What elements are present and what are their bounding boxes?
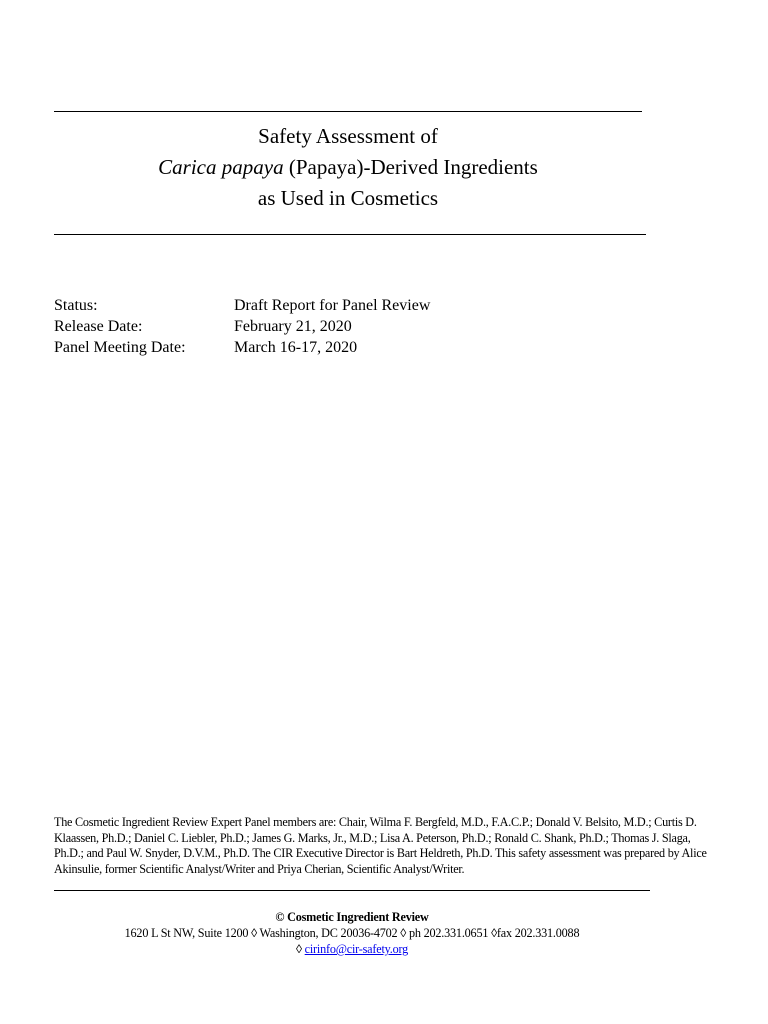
footer bbox=[54, 909, 650, 957]
title-species-name: Carica papaya bbox=[158, 155, 284, 179]
email-link[interactable]: cirinfo@cir-safety.org bbox=[304, 942, 409, 956]
footer-address: 1620 L St NW, Suite 1200 ◊ Washington, DC 20036-4702 ◊ ph 202.331.0651 ◊fax 202.331.0088 bbox=[124, 926, 580, 940]
top-rule-upper bbox=[54, 111, 642, 112]
expert-panel-note: The Cosmetic Ingredient Review Expert Panel members are: Chair, Wilma F. Bergfeld, M.D., F.A.C.P.; Donald V. Belsito, M.D.; Curtis D. Klaassen, Ph.D.; Daniel C. Liebler, Ph.D.; James G. Marks, Jr., M.D.; Lisa A. Peterson, Ph.D.; Ronald C. Shank, Ph.D.; Thomas J. Slaga, Ph.D.; and Paul W. Snyder, D.V.M., Ph.D. The CIR Executive Director is Bart Heldreth, Ph.D. This safety assessment was prepared by Alice Akinsulie, former Scientific Analyst/Writer and Priya Cherian, Scientific Analyst/Writer. bbox=[54, 815, 707, 876]
footer-email-line bbox=[54, 941, 650, 957]
release-date-label: Release Date: bbox=[54, 318, 143, 335]
status-label: Status: bbox=[54, 297, 98, 314]
footer-copyright: © Cosmetic Ingredient Review bbox=[275, 910, 429, 924]
title-line-2-rest: (Papaya)-Derived Ingredients bbox=[283, 155, 538, 179]
panel-meeting-date-row bbox=[54, 337, 430, 358]
status-row bbox=[54, 295, 430, 316]
status-value: Draft Report for Panel Review bbox=[234, 297, 431, 314]
panel-meeting-date-value: March 16-17, 2020 bbox=[234, 339, 358, 356]
release-date-row bbox=[54, 316, 430, 337]
top-rule-lower bbox=[54, 234, 646, 235]
title-line-1: Safety Assessment of bbox=[258, 124, 438, 148]
footer-rule bbox=[54, 890, 650, 891]
title-line-2 bbox=[54, 152, 642, 183]
title-line-3: as Used in Cosmetics bbox=[257, 186, 439, 210]
report-metadata bbox=[54, 295, 430, 358]
document-title bbox=[54, 121, 642, 214]
panel-meeting-date-label: Panel Meeting Date: bbox=[54, 339, 186, 356]
diamond-icon: ◊ bbox=[295, 942, 305, 956]
release-date-value: February 21, 2020 bbox=[234, 318, 352, 335]
